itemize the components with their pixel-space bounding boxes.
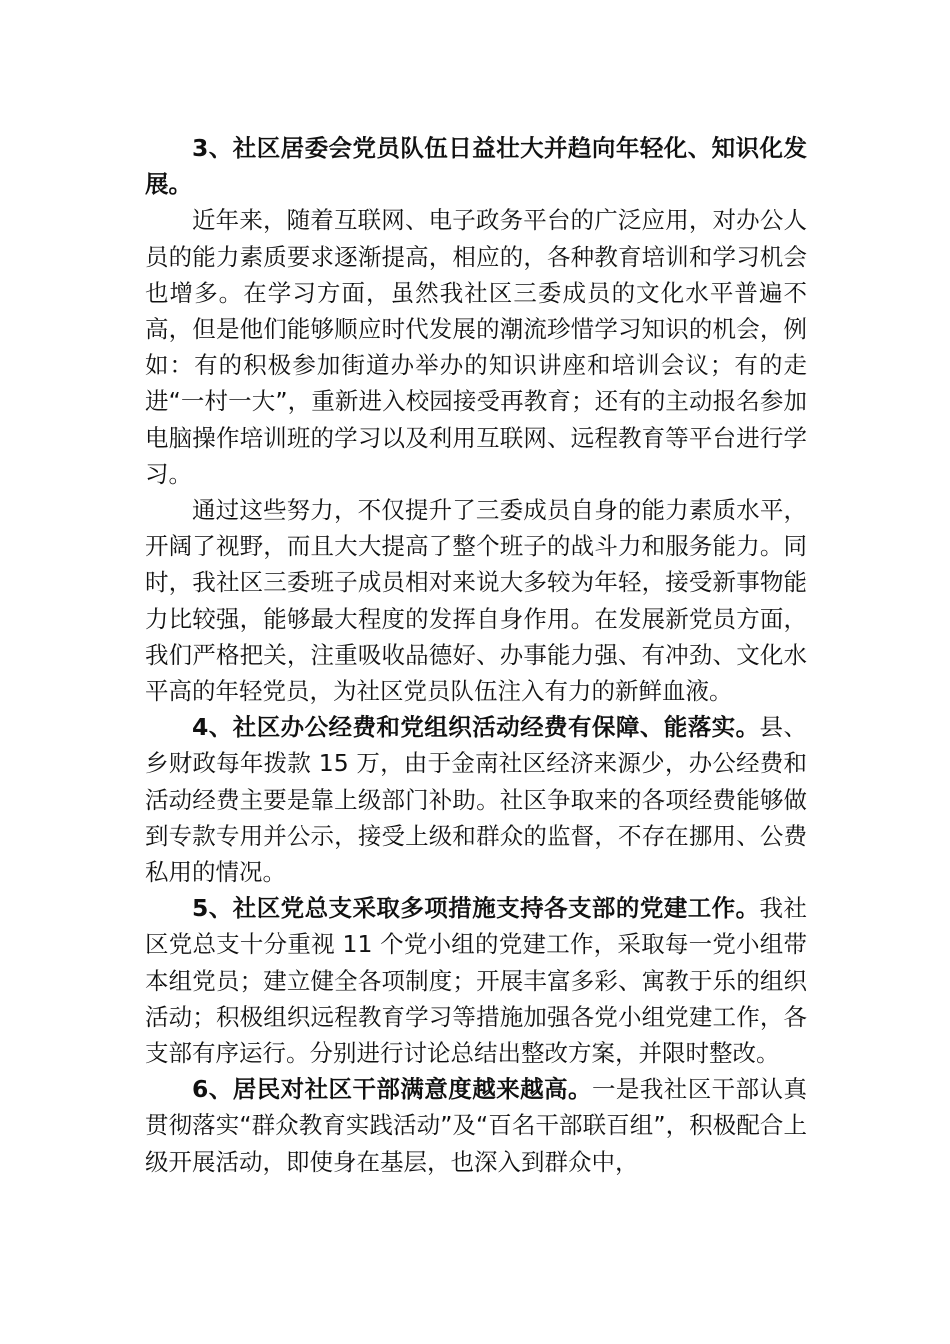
paragraph-text: 一是我社区干部认真贯彻落实“群众教育实践活动”及“百名干部联百组”，积极配合上级开展活动，即使身在基层，也深入到群众中， bbox=[145, 1075, 808, 1176]
section-6-paragraph bbox=[145, 1071, 807, 1180]
paragraph-text: 我社区党总支十分重视 11 个党小组的党建工作，采取每一党小组带本组党员；建立健全各项制度；开展丰富多彩、寓教于乐的组织活动；积极组织远程教育学习等措施加强各党小组党建工作，各支部有序运行。分别进行讨论总结出整改方案，并限时整改。 bbox=[145, 894, 807, 1068]
section-3-heading: 3、社区居委会党员队伍日益壮大并趋向年轻化、知识化发展。 bbox=[145, 134, 807, 199]
section-4-paragraph bbox=[145, 709, 807, 890]
paragraph-text: 县、乡财政每年拨款 15 万，由于金南社区经济来源少，办公经费和活动经费主要是靠上级部门补助。社区争取来的各项经费能够做到专款专用并公示，接受上级和群众的监督，不存在挪用、公费私用的情况。 bbox=[145, 713, 807, 887]
body-paragraph-training bbox=[145, 202, 807, 492]
paragraph-text: 通过这些努力，不仅提升了三委成员自身的能力素质水平，开阔了视野，而且大大提高了整个班子的战斗力和服务能力。同时，我社区三委班子成员相对来说大多较为年轻，接受新事物能力比较强，能够最大程度的发挥自身作用。在发展新党员方面，我们严格把关，注重吸收品德好、办事能力强、有冲劲、文化水平高的年轻党员，为社区党员队伍注入有力的新鲜血液。 bbox=[145, 496, 807, 706]
section-3-paragraph bbox=[145, 130, 807, 202]
document-body bbox=[145, 130, 807, 1180]
section-5-heading: 5、社区党总支采取多项措施支持各支部的党建工作。 bbox=[192, 894, 760, 923]
paragraph-text: 近年来，随着互联网、电子政务平台的广泛应用，对办公人员的能力素质要求逐渐提高，相应的，各种教育培训和学习机会也增多。在学习方面，虽然我社区三委成员的文化水平普遍不高，但是他们能够顺应时代发展的潮流珍惜学习知识的机会，例如：有的积极参加街道办举办的知识讲座和培训会议；有的走进“一村一大”，重新进入校园接受再教育；还有的主动报名参加电脑操作培训班的学习以及利用互联网、远程教育等平台进行学习。 bbox=[145, 206, 807, 488]
section-6-heading: 6、居民对社区干部满意度越来越高。 bbox=[192, 1075, 592, 1104]
section-4-heading: 4、社区办公经费和党组织活动经费有保障、能落实。 bbox=[192, 713, 760, 742]
body-paragraph-results bbox=[145, 492, 807, 709]
section-5-paragraph bbox=[145, 890, 807, 1071]
